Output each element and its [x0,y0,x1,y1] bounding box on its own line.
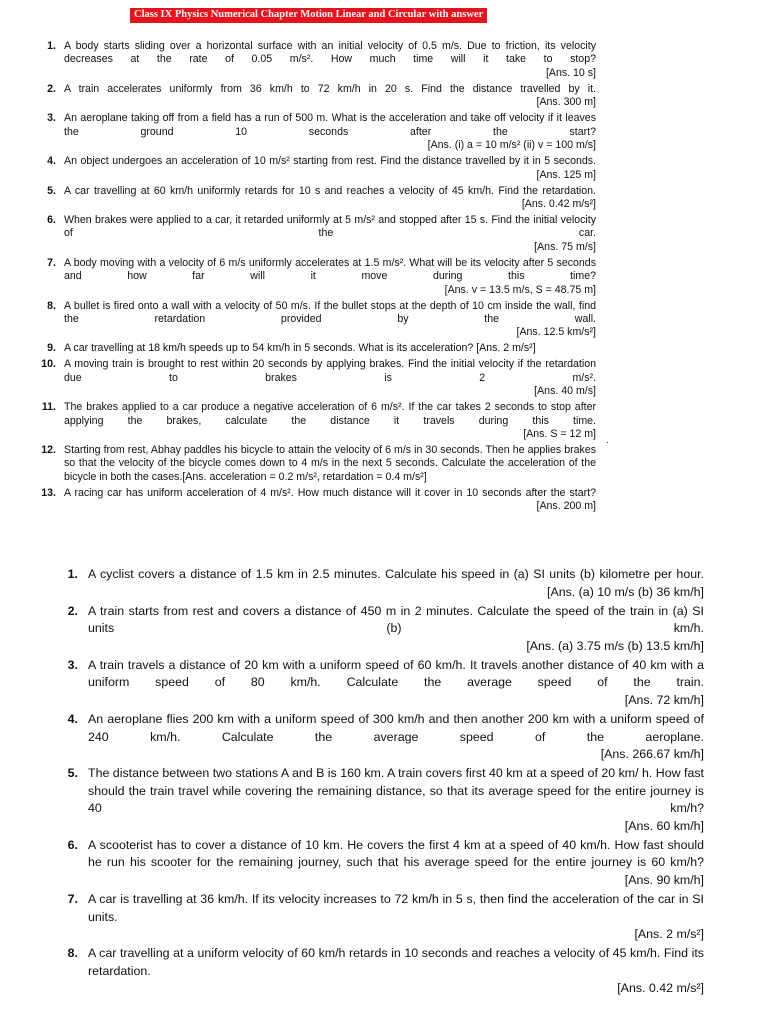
answer-text: [Ans. 60 km/h] [624,818,704,833]
answer-text: [Ans. v = 13.5 m/s, S = 48.75 m] [444,283,596,296]
question-number: 4. [47,155,56,168]
question-number: 9. [47,342,56,355]
question-text: An aeroplane flies 200 km with a uniform speed of 300 km/h and then another 200 km with a uniform speed of 240 km/h. Calculate the average speed of the aeroplane. [88,712,704,744]
question-item [36,444,596,484]
question-text: The distance between two stations A and B is 160 km. A train covers first 40 km at a speed of 20 km/ h. How fast should the train travel while covering the remaining distance, so that its average speed for the entire journey is 40 km/h? [88,766,704,816]
question-item [62,566,704,601]
question-text: A car travelling at 60 km/h uniformly retards for 10 s and reaches a velocity of 45 km/h. Find the retardation. [64,184,596,197]
question-list-speed [62,566,704,1000]
answer-text: [Ans. 300 m] [536,96,596,109]
question-number: 10. [41,358,56,371]
question-number: 3. [67,657,78,672]
question-number: 5. [67,766,78,781]
question-text: A scooterist has to cover a distance of 10 km. He covers the first 4 km at a speed of 40 km/h. How fast should he run his scooter for the remaining journey, such that his average speed for the entire journey is 60 km/h? [88,837,704,870]
answer-text: [Ans. 10 s] [545,66,596,79]
question-number: 7. [47,256,56,269]
question-list-motion-equations [36,40,596,516]
question-number: 1. [47,40,56,52]
answer-text: [Ans. 12.5 km/s²] [516,326,596,339]
answer-text: [Ans. 2 m/s²] [634,927,704,942]
question-number: 2. [67,603,78,618]
answer-text: [Ans. (a) 10 m/s (b) 36 km/h] [547,584,704,599]
answer-text: [Ans. 40 m/s] [534,385,596,398]
question-item [36,155,596,182]
answer-text: [Ans. 200 m] [536,500,596,513]
question-item [36,40,596,80]
question-item [36,300,596,340]
question-text: A cyclist covers a distance of 1.5 km in 2.5 minutes. Calculate his speed in (a) SI units (b) kilometre per hour. [88,567,704,581]
answer-text: [Ans. 0.42 m/s²] [617,981,704,996]
question-item [36,342,596,355]
question-item [36,185,596,212]
question-item [36,214,596,254]
question-number: 6. [67,837,78,852]
question-item [36,257,596,297]
question-item [62,945,704,998]
question-number: 2. [47,82,56,95]
question-item [62,711,704,764]
stray-mark: . [606,435,609,446]
question-number: 7. [67,892,78,907]
answer-text: [Ans. 90 km/h] [624,872,704,887]
question-text: A train travels a distance of 20 km with a uniform speed of 60 km/h. It travels another distance of 40 km with a uniform speed of 80 km/h. Calculate the average speed of the train. [88,657,704,690]
question-item [62,837,704,890]
question-text: Starting from rest, Abhay paddles his bicycle to attain the velocity of 6 m/s in 30 seconds. Then he applies brakes so that the velocity of the bicycle comes down to 4 m/s in the next 5 seconds. Calculate the acceleration of the bicycle in both the cases.[Ans. acceleration = 0.2 m/s², retardation = 0.4 m/s²] [64,444,596,483]
question-item [62,603,704,656]
question-text: The brakes applied to a car produce a negative acceleration of 6 m/s². If the car takes 2 seconds to stop after applying the brakes, calculate the distance it travels during this time. [64,401,596,427]
question-number: 13. [41,486,56,499]
question-number: 12. [41,444,56,457]
question-item [36,401,596,441]
question-text: An aeroplane taking off from a field has a run of 500 m. What is the acceleration and take off velocity if it leaves the ground 10 seconds after the start? [64,112,596,138]
question-number: 4. [67,712,78,727]
answer-text: [Ans. 72 km/h] [624,692,704,707]
question-item [62,657,704,710]
question-number: 6. [47,213,56,226]
question-number: 3. [47,112,56,125]
answer-text: [Ans. 266.67 km/h] [600,747,704,762]
question-number: 5. [47,184,56,197]
question-number: 1. [67,567,78,581]
answer-text: [Ans. (i) a = 10 m/s² (ii) v = 100 m/s] [427,139,596,152]
question-item [62,765,704,835]
question-text: A bullet is fired onto a wall with a velocity of 50 m/s. If the bullet stops at the depth of 10 cm inside the wall, find the retardation provided by the wall. [64,299,596,325]
question-text: An object undergoes an acceleration of 10 m/s² starting from rest. Find the distance travelled by it in 5 seconds. [64,155,596,168]
question-text: A car is travelling at 36 km/h. If its velocity increases to 72 km/h in 5 s, then find the acceleration of the car in SI units. [88,892,704,924]
question-item [36,358,596,398]
answer-text: [Ans. (a) 3.75 m/s (b) 13.5 km/h] [526,638,704,653]
page-header-banner: Class IX Physics Numerical Chapter Motion Linear and Circular with answer [130,8,487,23]
question-item [36,112,596,152]
answer-text: [Ans. S = 12 m] [523,428,596,441]
question-text: A moving train is brought to rest within 20 seconds by applying brakes. Find the initial velocity if the retardation due to brakes is 2 m/s². [64,358,596,384]
question-text: When brakes were applied to a car, it retarded uniformly at 5 m/s² and stopped after 15 s. Find the initial velocity of the car. [64,213,596,240]
question-text: A body starts sliding over a horizontal surface with an initial velocity of 0.5 m/s. Due to friction, its velocity decreases at the rate of 0.05 m/s². How much time will it take to stop? [64,40,596,66]
question-text: A train starts from rest and covers a distance of 450 m in 2 minutes. Calculate the speed of the train in (a) SI units (b) km/h. [88,603,704,636]
answer-text: [Ans. 75 m/s] [534,240,596,253]
question-text: A car travelling at 18 km/h speeds up to 54 km/h in 5 seconds. What is its acceleration? [Ans. 2 m/s²] [64,342,536,355]
answer-text: [Ans. 125 m] [536,168,596,181]
question-item [36,487,596,514]
question-text: A body moving with a velocity of 6 m/s uniformly accelerates at 1.5 m/s². What will be its velocity after 5 seconds and how far will it move during this time? [64,256,596,283]
question-text: A racing car has uniform acceleration of 4 m/s². How much distance will it cover in 10 seconds after the start? [64,486,596,499]
question-item [62,891,704,944]
question-item [36,83,596,110]
answer-text: [Ans. 0.42 m/s²] [521,197,596,210]
question-text: A car travelling at a uniform velocity of 60 km/h retards in 10 seconds and reaches a velocity of 45 km/h. Find its retardation. [88,946,704,978]
question-number: 8. [47,299,56,312]
question-number: 8. [67,946,78,961]
question-text: A train accelerates uniformly from 36 km/h to 72 km/h in 20 s. Find the distance travelled by it. [64,82,596,95]
question-number: 11. [41,401,56,414]
